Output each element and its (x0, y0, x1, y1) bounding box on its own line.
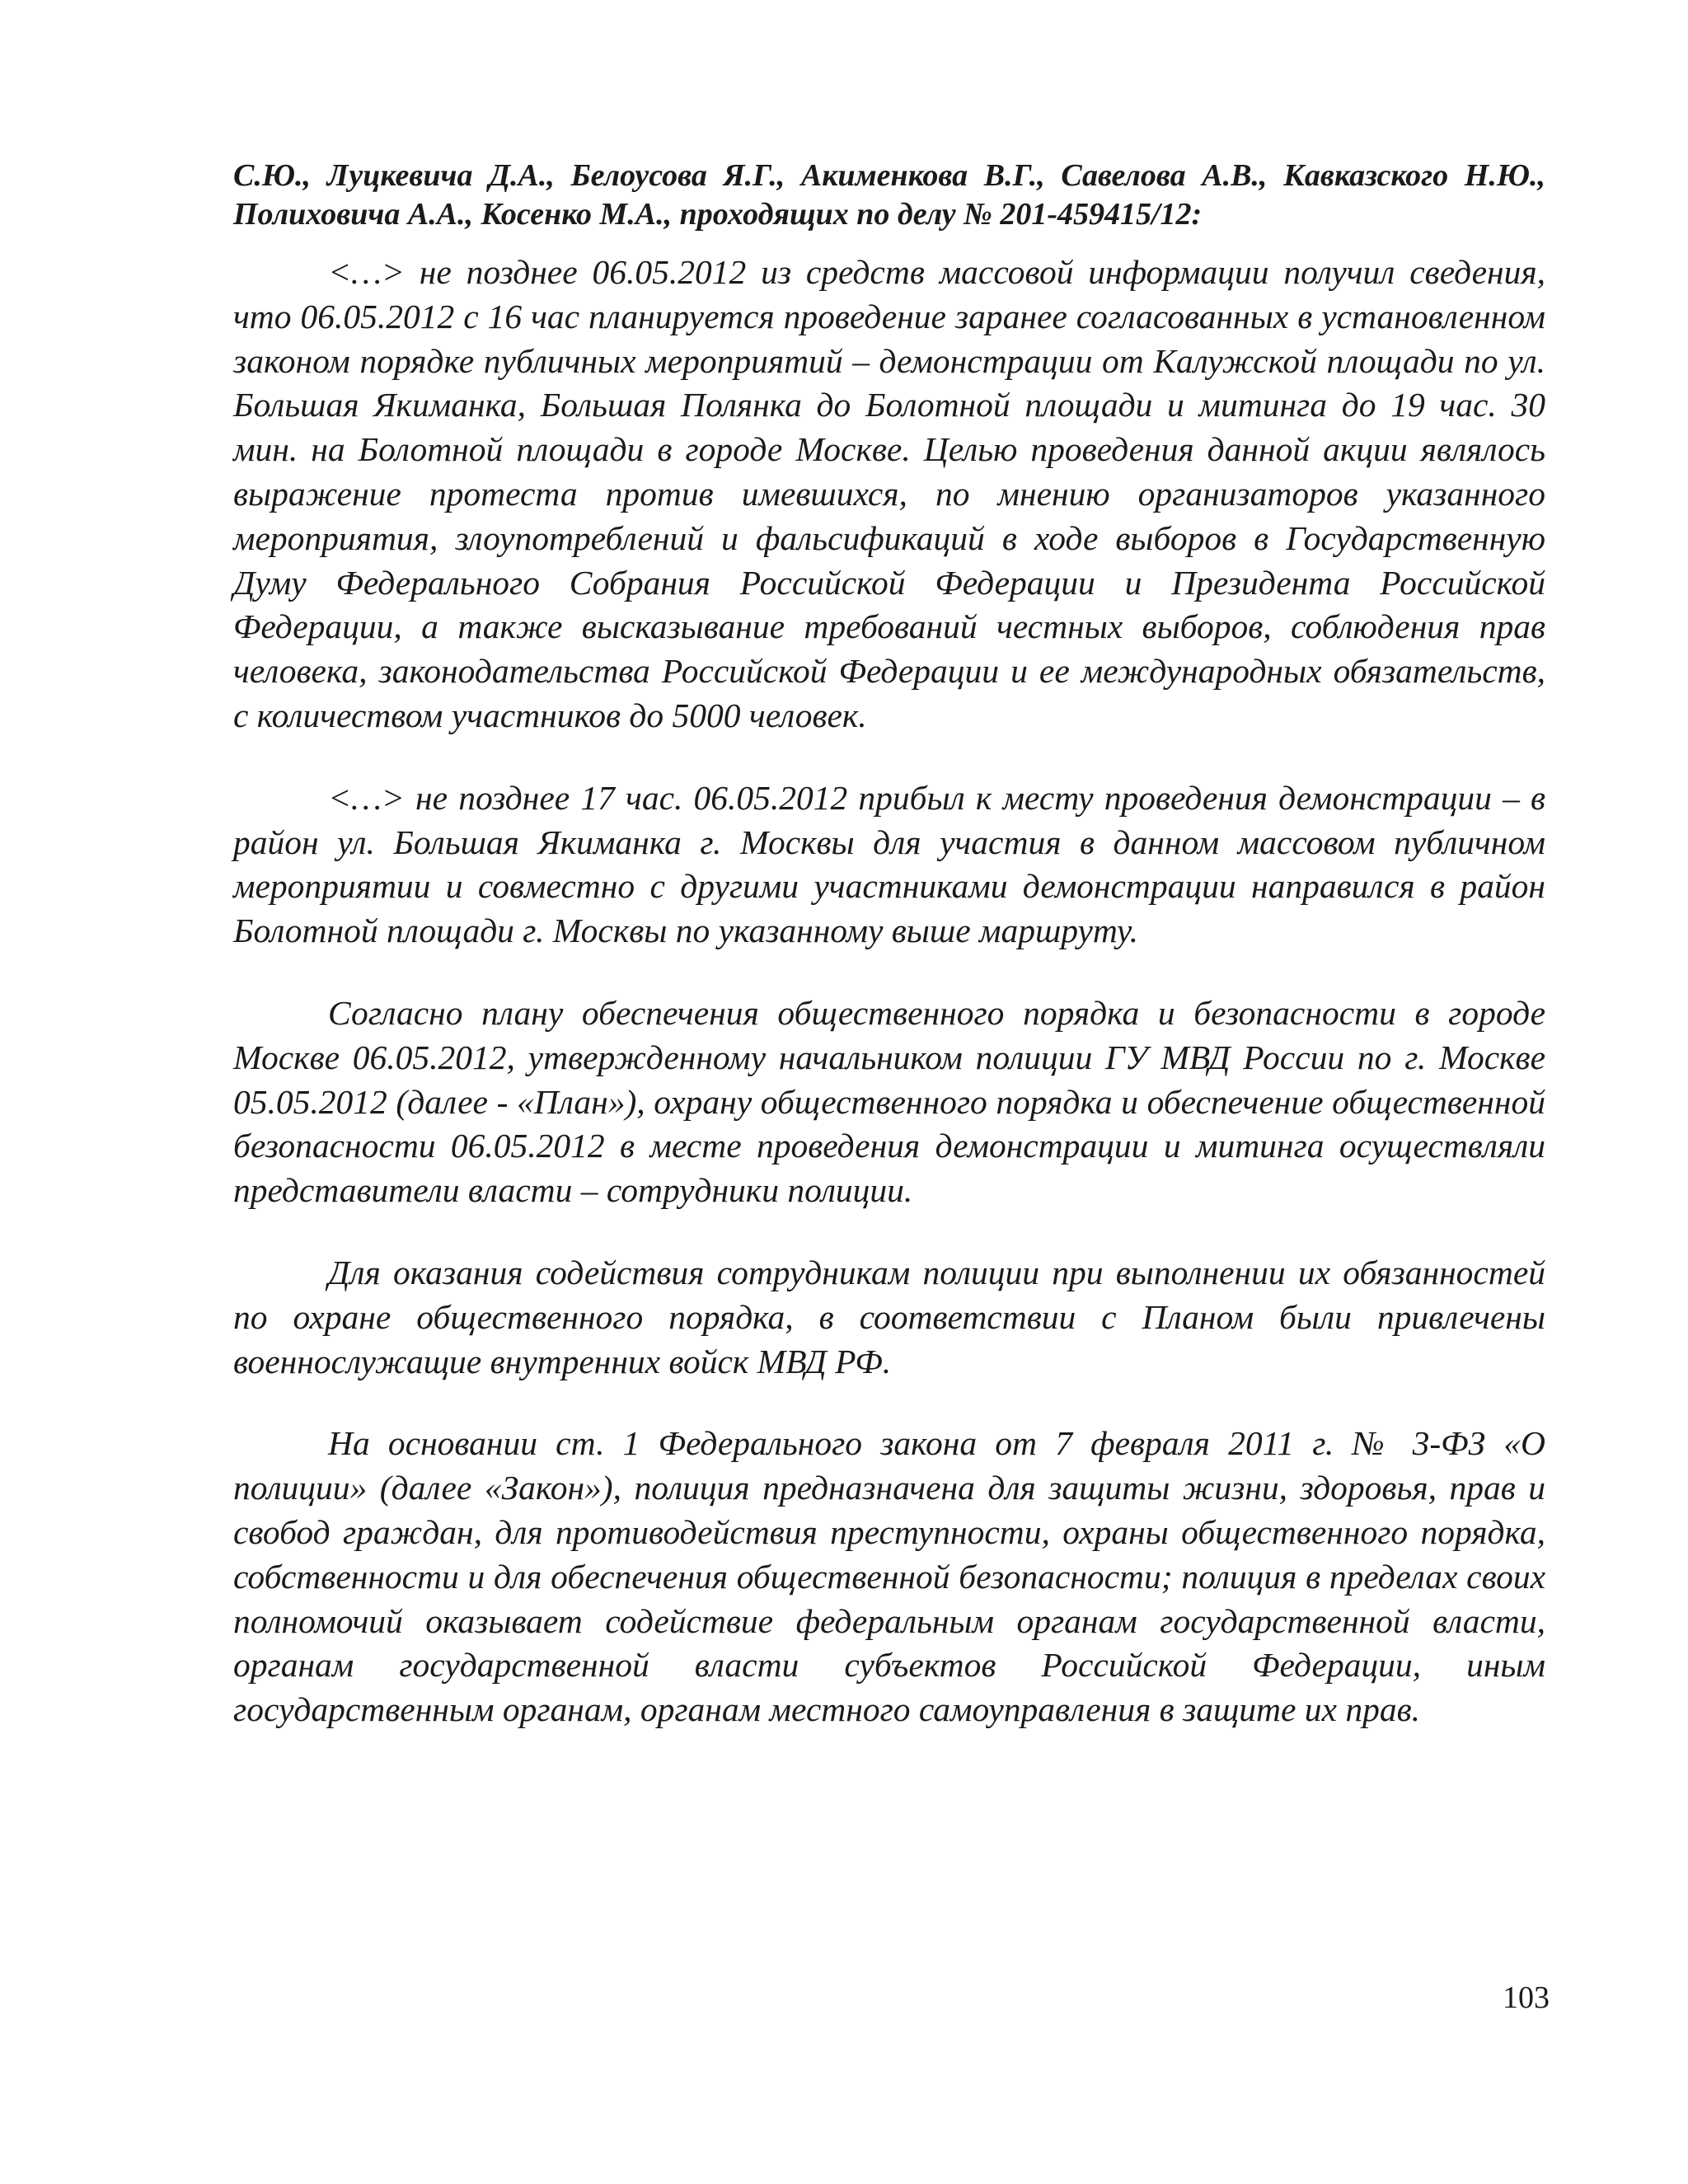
paragraph-2: <…> не позднее 17 час. 06.05.2012 прибыл к месту проведения демонстрации – в район ул. Большая Якиманка г. Москвы для участия в данном массовом публичном мероприятии и совместно с другими участниками демонстрации направился в район Болотной площади г. Москвы по указанному выше маршруту. (233, 778, 1545, 950)
document-body (233, 157, 1545, 1770)
page-number: 103 (1503, 1980, 1550, 2015)
paragraph-4: Для оказания содействия сотрудникам полиции при выполнении их обязанностей по охране общественного порядка, в соответствии с Планом были привлечены военнослужащие внутренних войск МВД РФ. (233, 1253, 1545, 1380)
document-heading: С.Ю., Луцкевича Д.А., Белоусова Я.Г., Акименкова В.Г., Савелова А.В., Кавказского Н.Ю., Полиховича А.А., Косенко М.А., проходящих по делу № 201-459415/12: (233, 158, 1545, 232)
paragraph-3: Согласно плану обеспечения общественного порядка и безопасности в городе Москве 06.05.2012, утвержденному начальником полиции ГУ МВД России по г. Москве 05.05.2012 (далее - «План»), охрану общественного порядка и обеспечение общественной безопасности 06.05.2012 в месте проведения демонстрации и митинга осуществляли представители власти – сотрудники полиции. (233, 993, 1545, 1210)
paragraph-5: На основании ст. 1 Федерального закона от 7 февраля 2011 г. № 3-ФЗ «О полиции» (далее «Закон»), полиция предназначена для защиты жизни, здоровья, прав и свобод граждан, для противодействия преступности, охраны общественного порядка, собственности и для обеспечения общественной безопасности; полиция в пределах своих полномочий оказывает содействие федеральным органам государственной власти, органам государственной власти субъектов Российской Федерации, иным государственным органам, органам местного самоуправления в защите их прав. (233, 1424, 1545, 1729)
paragraph-1: <…> не позднее 06.05.2012 из средств массовой информации получил сведения, что 06.05.2012 с 16 час планируется проведение заранее согласованных в установленном законом порядке публичных мероприятий – демонстрации от Калужской площади по ул. Большая Якиманка, Большая Полянка до Болотной площади и митинга до 19 час. 30 мин. на Болотной площади в городе Москве. Целью проведения данной акции являлось выражение протеста против имевшихся, по мнению организаторов указанного мероприятия, злоупотреблений и фальсификаций в ходе выборов в Государственную Думу Федерального Собрания Российской Федерации и Президента Российской Федерации, а также высказывание требований честных выборов, соблюдения прав человека, законодательства Российской Федерации и ее международных обязательств, с количеством участников до 5000 человек. (233, 253, 1545, 734)
